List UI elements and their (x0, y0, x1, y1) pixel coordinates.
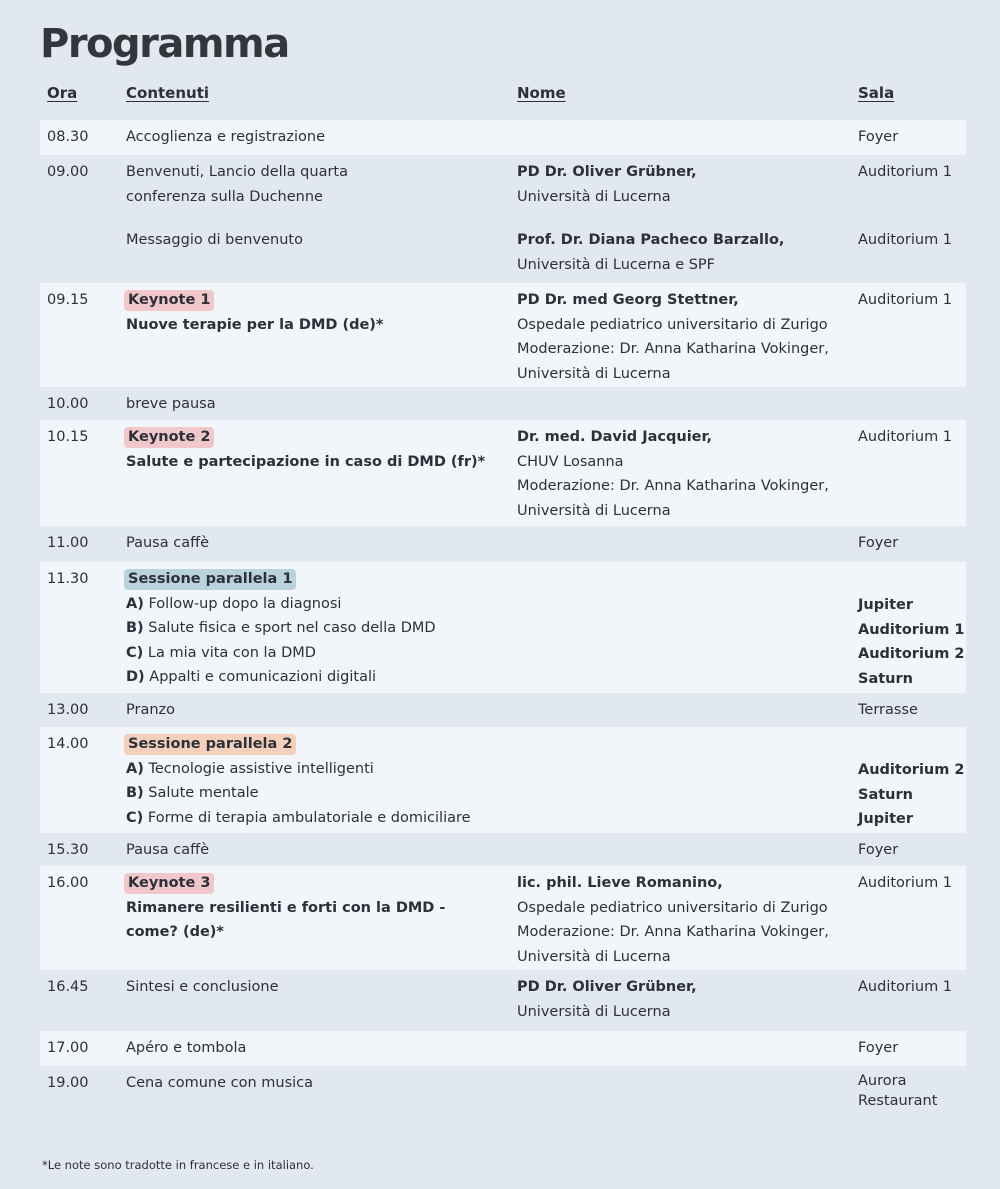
moderator: Moderazione: Dr. Anna Katharina Vokinger, (517, 924, 829, 940)
content-cell: Sintesi e conclusione (126, 979, 279, 995)
time-cell: 16.45 (47, 979, 89, 995)
table-row (40, 526, 966, 562)
speaker-name: PD Dr. med Georg Stettner, (517, 292, 739, 308)
speaker-affiliation: Ospedale pediatrico universitario di Zurigo (517, 899, 828, 916)
speaker-name: Dr. med. David Jacquier, (517, 429, 713, 445)
time-cell: 17.00 (47, 1040, 89, 1056)
table-row (40, 1031, 966, 1066)
room-cell: Auditorium 1 (858, 429, 953, 445)
room-cell: Auditorium 1 (858, 875, 953, 891)
table-row (40, 970, 966, 1031)
time-cell: 11.00 (47, 535, 89, 551)
session-room: Saturn (858, 670, 913, 687)
content-cell: Apéro e tombola (126, 1040, 247, 1056)
content-cell (126, 567, 506, 690)
keynote-badge: Keynote 3 (124, 873, 214, 894)
table-row (40, 420, 966, 526)
room-cell: Foyer (858, 129, 899, 145)
speaker-affiliation: Ospedale pediatrico universitario di Zurigo (517, 316, 828, 333)
speaker-affiliation: Università di Lucerna (517, 1003, 671, 1020)
session-badge: Sessione parallela 2 (124, 734, 296, 755)
page-title: Programma (40, 21, 289, 67)
name-cell (517, 425, 857, 523)
session-item: B) Salute mentale (126, 785, 259, 801)
session-item: B) Salute fisica e sport nel caso della DMD (126, 620, 436, 636)
table-row (40, 387, 966, 420)
table-row (40, 562, 966, 693)
table-row (40, 283, 966, 387)
session-badge: Sessione parallela 1 (124, 569, 296, 590)
speaker-name: lic. phil. Lieve Romanino, (517, 875, 723, 891)
session-item: D) Appalti e comunicazioni digitali (126, 669, 377, 685)
speaker-name: PD Dr. Oliver Grübner, (517, 164, 697, 180)
content-cell (126, 732, 506, 830)
table-row (40, 833, 966, 866)
keynote-badge: Keynote 2 (124, 427, 214, 448)
content-cell (126, 871, 506, 945)
room-cell: Foyer (858, 535, 899, 551)
content-line: Benvenuti, Lancio della quarta (126, 164, 348, 180)
content-cell: Messaggio di benvenuto (126, 232, 303, 248)
speaker-name: PD Dr. Oliver Grübner, (517, 979, 697, 995)
moderator-affiliation: Università di Lucerna (517, 948, 671, 965)
footnote: *Le note sono tradotte in francese e in italiano. (42, 1158, 314, 1172)
room-cell: Auditorium 1 (858, 232, 953, 248)
speaker-affiliation: Università di Lucerna (517, 188, 671, 205)
session-item: C) La mia vita con la DMD (126, 644, 316, 661)
room-cell: Auditorium 1 (858, 292, 953, 308)
time-cell: 16.00 (47, 875, 89, 891)
table-row (40, 727, 966, 833)
room-line: Aurora (858, 1073, 907, 1089)
name-cell (517, 975, 857, 1024)
room-cell: Foyer (858, 1040, 899, 1056)
table-row (40, 693, 966, 727)
content-cell (126, 160, 506, 209)
name-cell (517, 228, 857, 277)
content-line: conferenza sulla Duchenne (126, 188, 323, 205)
room-cell: Auditorium 1 (858, 979, 953, 995)
content-cell: Pranzo (126, 702, 176, 718)
name-cell (517, 871, 857, 969)
session-room: Auditorium 1 (858, 621, 965, 638)
time-cell: 14.00 (47, 736, 89, 752)
session-room: Jupiter (858, 811, 913, 827)
content-cell: Accoglienza e registrazione (126, 129, 325, 145)
time-cell: 09.15 (47, 292, 89, 308)
time-cell: 11.30 (47, 571, 89, 587)
room-cell: Terrasse (858, 702, 918, 718)
session-item: C) Forme di terapia ambulatoriale e domiciliare (126, 809, 471, 826)
table-row (40, 155, 966, 283)
room-cell (858, 1071, 966, 1111)
content-cell (126, 288, 506, 337)
time-cell: 19.00 (47, 1075, 89, 1091)
column-header-contenuti: Contenuti (126, 84, 210, 102)
room-cell: Foyer (858, 842, 899, 858)
keynote-badge: Keynote 1 (124, 290, 214, 311)
content-cell: breve pausa (126, 396, 216, 412)
speaker-name: Prof. Dr. Diana Pacheco Barzallo, (517, 232, 785, 248)
time-cell: 13.00 (47, 702, 89, 718)
session-room: Auditorium 2 (858, 646, 965, 662)
speaker-affiliation: Università di Lucerna e SPF (517, 256, 716, 273)
table-row (40, 1066, 966, 1126)
program-table (40, 120, 966, 1126)
keynote-title: Rimanere resilienti e forti con la DMD - (126, 899, 446, 916)
room-cell (858, 593, 966, 691)
session-item: A) Follow-up dopo la diagnosi (126, 595, 342, 612)
speaker-affiliation: CHUV Losanna (517, 453, 624, 470)
name-cell (517, 160, 857, 209)
moderator: Moderazione: Dr. Anna Katharina Vokinger, (517, 341, 829, 357)
session-room: Saturn (858, 786, 913, 803)
room-cell (858, 758, 966, 832)
content-cell (126, 425, 506, 474)
column-header-sala: Sala (858, 84, 895, 102)
content-cell: Pausa caffè (126, 535, 209, 551)
time-cell: 10.00 (47, 396, 89, 412)
keynote-title: Nuove terapie per la DMD (de)* (126, 316, 384, 333)
moderator-affiliation: Università di Lucerna (517, 502, 671, 519)
moderator-affiliation: Università di Lucerna (517, 365, 671, 382)
time-cell: 10.15 (47, 429, 89, 445)
room-cell: Auditorium 1 (858, 164, 953, 180)
content-cell: Cena comune con musica (126, 1075, 314, 1091)
moderator: Moderazione: Dr. Anna Katharina Vokinger, (517, 478, 829, 494)
name-cell (517, 288, 857, 386)
session-room: Jupiter (858, 597, 913, 613)
content-cell: Pausa caffè (126, 842, 209, 858)
session-item: A) Tecnologie assistive intelligenti (126, 760, 374, 777)
keynote-title: come? (de)* (126, 924, 225, 940)
table-row (40, 120, 966, 155)
column-header-nome: Nome (517, 84, 566, 102)
time-cell: 15.30 (47, 842, 89, 858)
session-room: Auditorium 2 (858, 762, 965, 778)
table-row (40, 866, 966, 970)
room-line: Restaurant (858, 1093, 938, 1109)
keynote-title: Salute e partecipazione in caso di DMD (fr)* (126, 453, 486, 470)
time-cell: 08.30 (47, 129, 89, 145)
column-header-ora: Ora (47, 84, 78, 102)
time-cell: 09.00 (47, 164, 89, 180)
